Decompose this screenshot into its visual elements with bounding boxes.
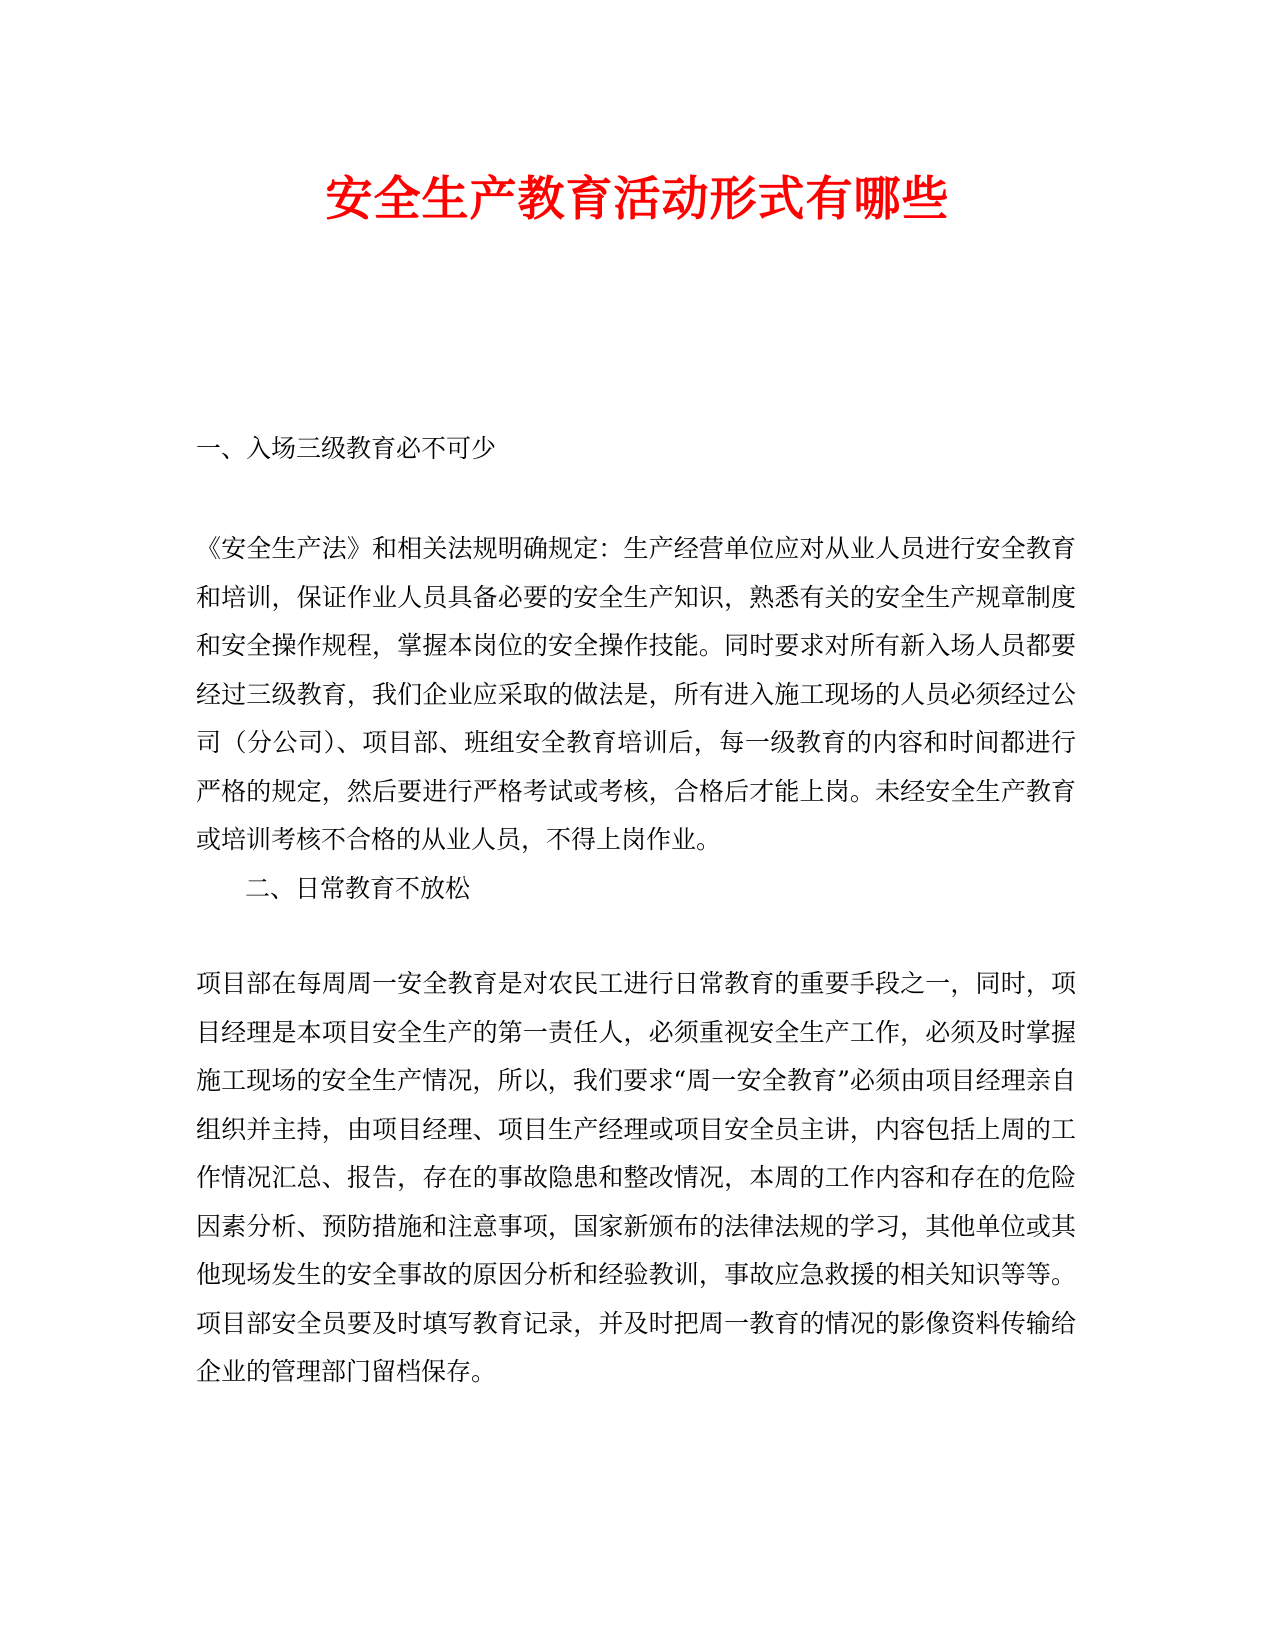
document-title: 安全生产教育活动形式有哪些 (325, 172, 950, 227)
section-heading-2: 二、日常教育不放松 (245, 874, 471, 903)
section-paragraph-2: 项目部在每周周一安全教育是对农民工进行日常教育的重要手段之一，同时，项目经理是本项目安全生产的第一责任人，必须重视安全生产工作，必须及时掌握施工现场的安全生产情况，所以，我们要求“周一安全教育”必须由项目经理亲自组织并主持，由项目经理、项目生产经理或项目安全员主讲，内容包括上周的工作情况汇总、报告，存在的事故隐患和整改情况，本周的工作内容和存在的危险因素分析、预防措施和注意事项，国家新颁布的法律法规的学习，其他单位或其他现场发生的安全事故的原因分析和经验教训，事故应急救援的相关知识等等。项目部安全员要及时填写教育记录，并及时把周一教育的情况的影像资料传输给企业的管理部门留档保存。 (196, 969, 1076, 1386)
section-heading-1: 一、入场三级教育必不可少 (196, 434, 497, 463)
section-paragraph-1: 《安全生产法》和相关法规明确规定：生产经营单位应对从业人员进行安全教育和培训，保证作业人员具备必要的安全生产知识，熟悉有关的安全生产规章制度和安全操作规程，掌握本岗位的安全操作技能。同时要求对所有新入场人员都要经过三级教育，我们企业应采取的做法是，所有进入施工现场的人员必须经过公司（分公司）、项目部、班组安全教育培训后，每一级教育的内容和时间都进行严格的规定，然后要进行严格考试或考核，合格后才能上岗。未经安全生产教育或培训考核不合格的从业人员，不得上岗作业。 (196, 534, 1076, 854)
